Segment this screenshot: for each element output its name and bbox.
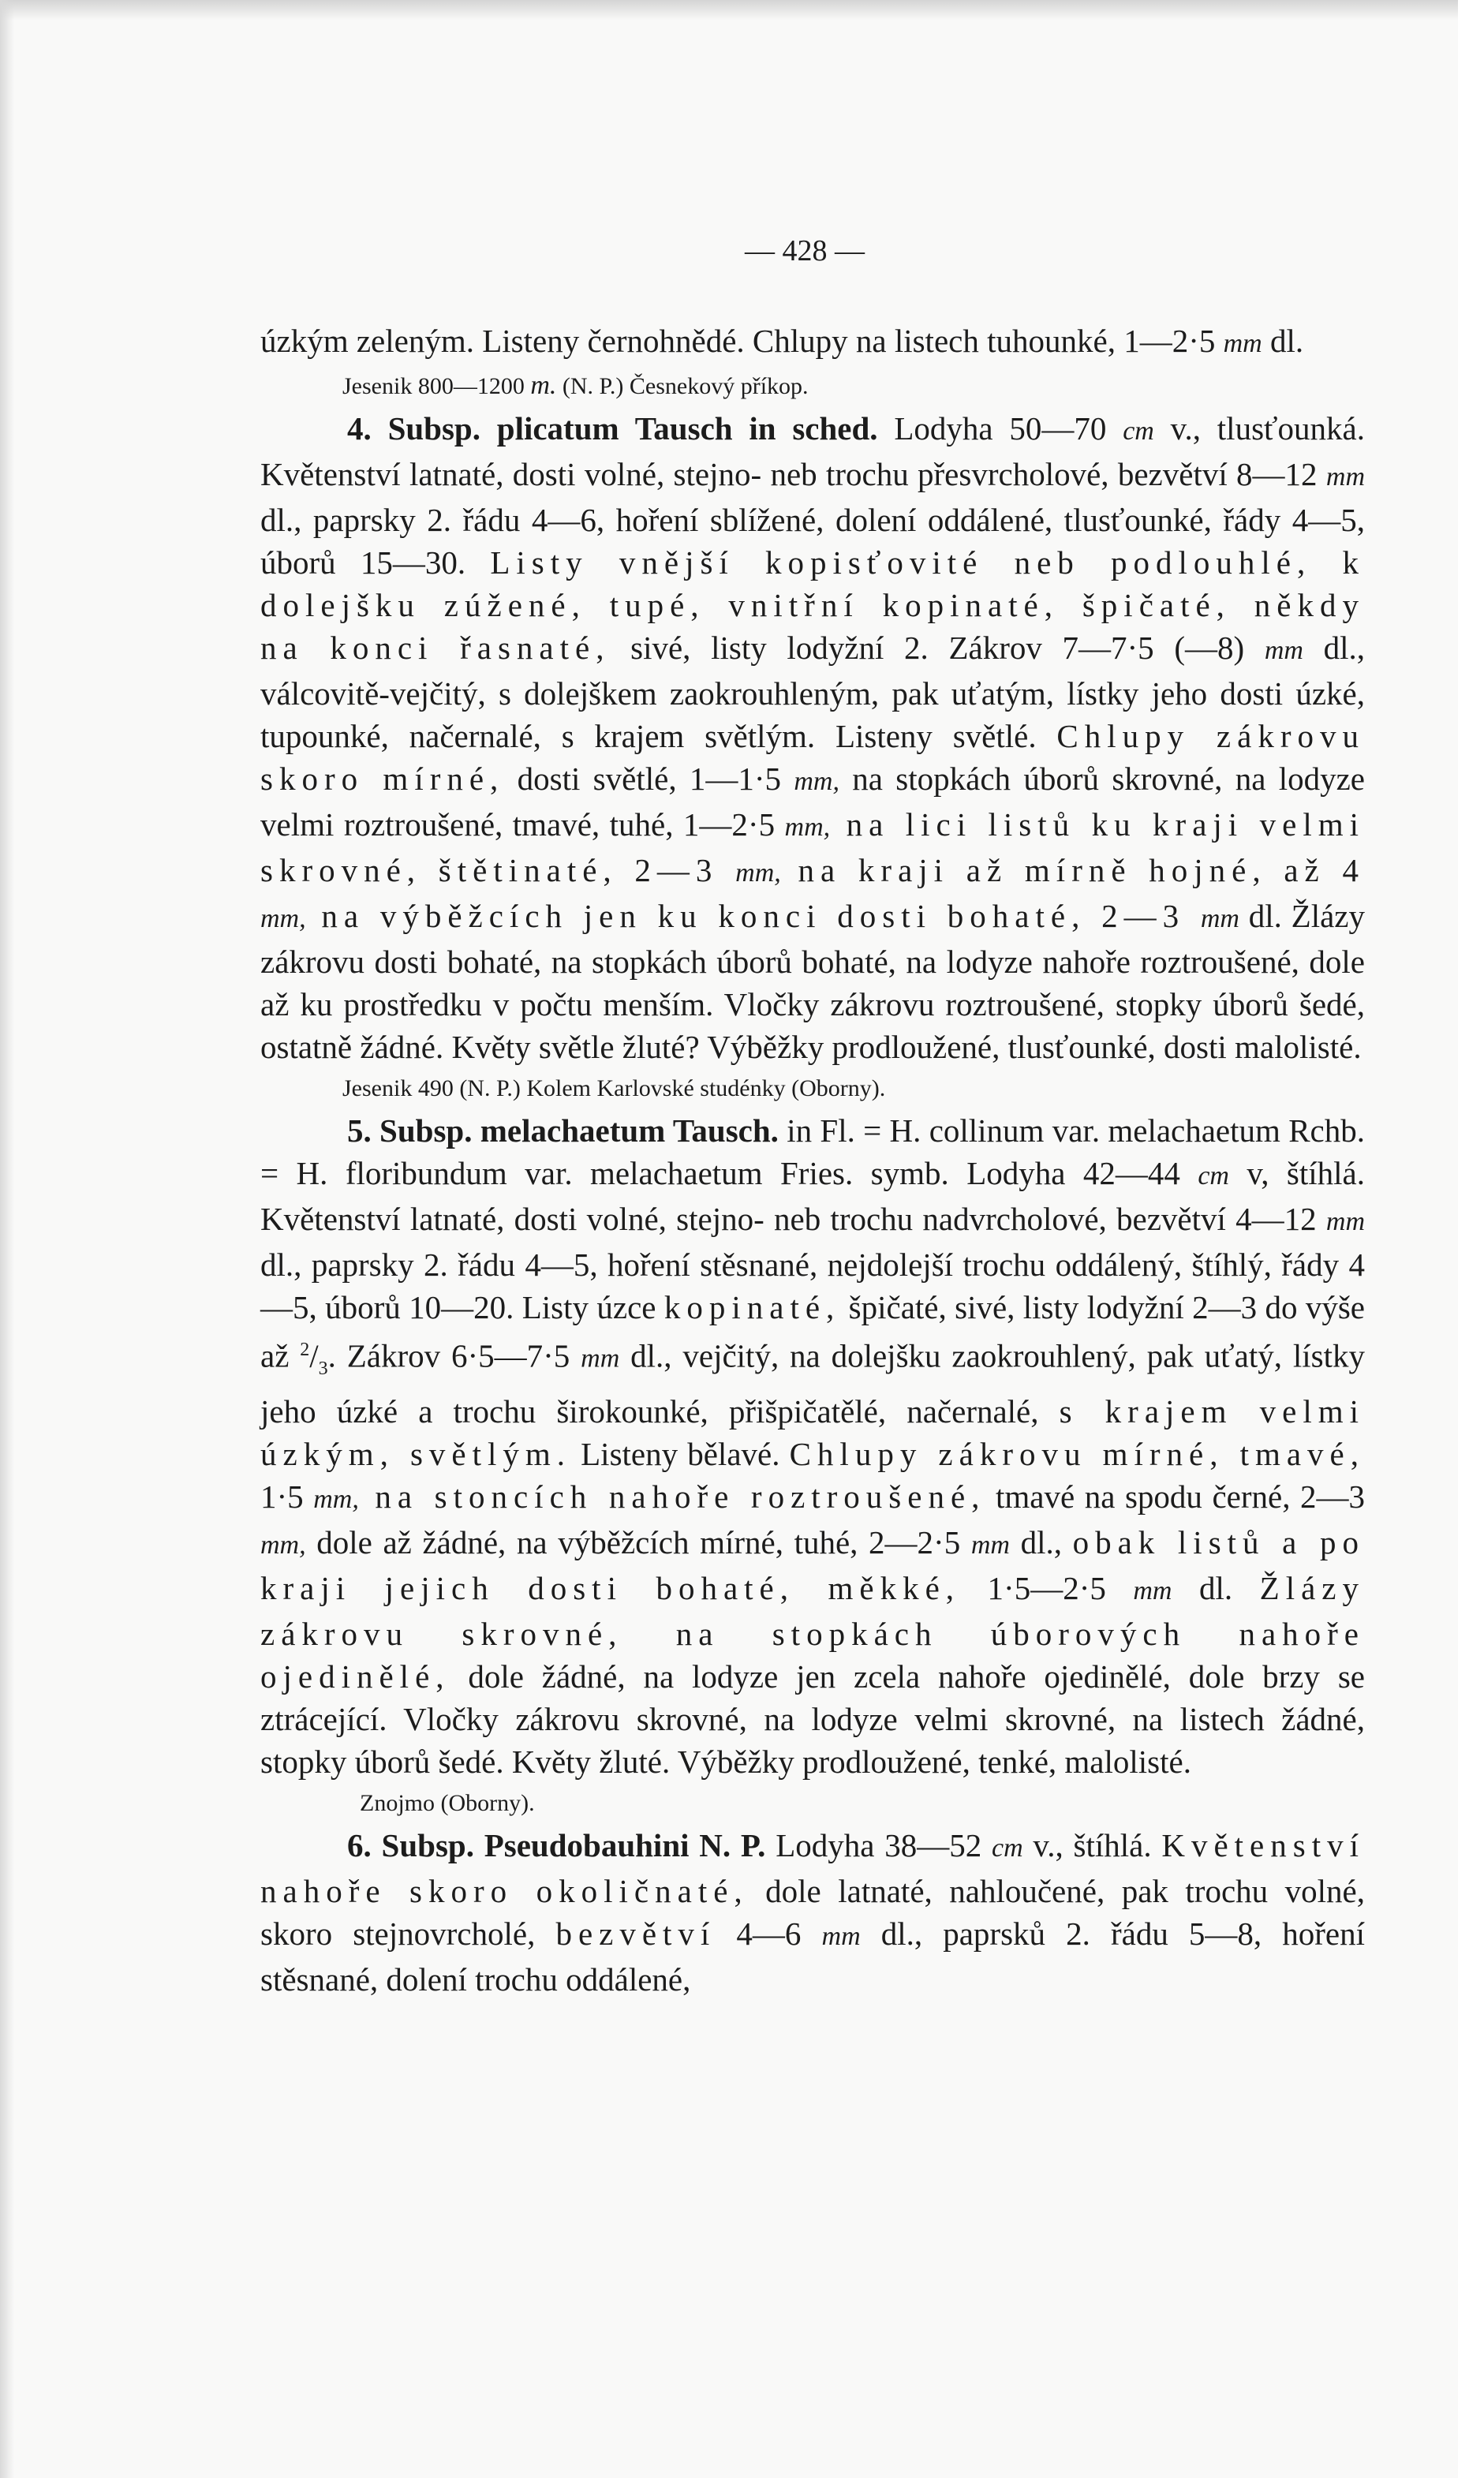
unit: cm [1198, 1161, 1229, 1190]
text-run: Listeny bělavé. [571, 1435, 790, 1472]
text-run: úzkým zeleným. Listeny černohnědé. Chlupy na listech tuhounké, 1—2·5 [260, 323, 1224, 359]
text-run: 1·5—2·5 [960, 1569, 1134, 1606]
subspecies-4 [260, 407, 1365, 1068]
unit: mm [1325, 462, 1365, 491]
scan-left-shadow [0, 0, 14, 2478]
text-run: na stopkách úborů skrovné, na lodyze velmi roztroušené, tmavé, tuhé, 1—2·5 [260, 761, 1365, 843]
unit: mm, [735, 858, 781, 888]
unit: mm [1223, 329, 1262, 358]
unit: mm [581, 1344, 620, 1374]
text-run: dole až žádné, na výběžcích mírné, tuhé, 2—2·5 [305, 1523, 971, 1560]
text-run: v, štíhlá. Květenství latnaté, dosti volné, stejno- neb trochu nadvrcholové, bezvětví 4—12 [260, 1155, 1365, 1237]
fraction-denominator: 3 [318, 1358, 328, 1379]
unit: cm [991, 1833, 1023, 1863]
text-run: Lodyha 50—70 [877, 410, 1123, 447]
text-run: dl., vejčitý, na dolejšku zaokrouhlený, pak uťatý, lístky jeho úzké a trochu širokounké, přišpičatělé, načernalé, [260, 1337, 1365, 1430]
unit: mm, [260, 904, 306, 933]
text-run: tmavé na spodu černé, 2—3 [985, 1478, 1366, 1515]
spaced-text: obak listů a po kraji jejich dosti bohaté, měkké, [260, 1523, 1365, 1606]
text-run: dl. [1172, 1569, 1260, 1606]
scan-top-shadow [0, 0, 1458, 21]
subspecies-5: 5. Subsp. melachaetum Tausch. in Fl. = H. collinum var. melachaetum Rchb. = H. floribundum var. melachaetum Fries. symb. Lodyha 42—44 cm v, štíhlá. Květenství latnaté, dosti volné, stejno- neb trochu nadvrcholové, bezvětví 4—12 mm dl., paprsky 2. řádu 4—5, hoření stěsnané, nejdolejší trochu oddálený, štíhlý, řády 4—5, úborů 10—20. Listy úzce kopinaté, špičaté, sivé, listy lodyžní 2—3 do výše až $^2/_3$. Zákrov 6·5—7·5 mm dl., vejčitý, na dolejšku zaokrouhlený, pak uťatý, lístky jeho úzké a trochu širokounké, přišpičatělé, načernalé, s krajem velmi úzkým, světlým. Listeny bělavé. Chlupy zákrovu mírné, tmavé, 1·5 mm, na stoncích nahoře roztroušené, tmavé na spodu černé, 2—3 mm, dole až žádné, na výběžcích mírné, tuhé, 2—2·5 mm dl., obak listů a po kraji jejich dosti bohaté, měkké, 1·5—2·5 mm dl. Žlázy zákrovu skrovné, na stopkách úborových nahoře ojedinělé, dole žádné, na lodyze jen zcela nahoře ojedinělé, dole brzy se ztrácející. Vločky zákrovu skrovné, na lodyze velmi skrovné, na listech žádné, stopky úborů šedé. Květy žluté. Výběžky prodloužené, tenké, malolisté. [260, 1112, 1366, 1780]
unit: m. [530, 371, 557, 400]
unit: mm, [260, 1530, 306, 1560]
spaced-text: kopinaté, [664, 1289, 841, 1325]
text-run: dl. [1262, 323, 1304, 359]
text-run: dole žádné, na lodyze jen zcela nahoře ojedinělé, dole brzy se ztrácející. Vločky zákrovu skrovné, na lodyze velmi skrovné, na listech žádné, stopky úborů šedé. Květy žluté. Výběžky prodloužené, tenké, malolisté. [260, 1658, 1365, 1780]
unit: mm [1200, 904, 1239, 933]
unit: mm, [784, 813, 831, 842]
spaced-text: Květenství nahoře skoro okoličnaté, [260, 1826, 1365, 1909]
spaced-text: na lici listů ku kraji velmi skrovné, štětinaté, 2—3 [260, 806, 1365, 888]
text-run: dosti světlé, 1—1·5 [504, 761, 794, 797]
spaced-text: Chlupy zákrovu skoro mírné, [260, 718, 1365, 797]
subspecies-title: Subsp. Pseudobauhini N. P. [381, 1826, 766, 1863]
text-run: dl., paprsky 2. řádu 4—5, hoření stěsnané, nejdolejší trochu oddálený, štíhlý, řády 4—5, úborů 10—20. Listy úzce [260, 1246, 1365, 1325]
text-run: in Fl. = H. collinum var. melachaetum Rchb. = H. floribundum var. melachaetum Fries. symb. Lodyha 42—44 [260, 1112, 1365, 1191]
subspecies-number: 4. [347, 410, 372, 447]
page-body [260, 320, 1365, 2001]
subspecies-number: 6. [347, 1826, 372, 1863]
unit: mm [970, 1530, 1010, 1560]
text-run: 1·5 [260, 1478, 314, 1515]
locality-note [342, 365, 1365, 407]
text-run: 4—6 [716, 1915, 822, 1952]
text-run: špičaté, sivé, listy lodyžní 2—3 do výše až [260, 1289, 1365, 1374]
text-run: dole latnaté, nahloučené, pak trochu volné, skoro stejnovrcholé, [260, 1872, 1365, 1952]
text-run: dl. Žlázy zákrovu dosti bohaté, na stopkách úborů bohaté, na lodyze nahoře roztroušené, dole až ku prostředku v počtu menším. Vločky zákrovu roztroušené, stopky úborů šedé, ostatně žádné. Květy světle žluté? Výběžky prodloužené, tlusťounké, dosti malolisté. [260, 898, 1365, 1065]
text-run: dl., paprsků 2. řádu 5—8, hoření stěsnané, dolení trochu oddálené, [260, 1915, 1366, 1998]
text-run: v., tlusťounká. Květenství latnaté, dosti volné, stejno- neb trochu přesvrcholové, bezvětví 8—12 [260, 410, 1365, 492]
text-run: . Zákrov 6·5—7·5 [327, 1337, 581, 1374]
subspecies-title: Subsp. melachaetum Tausch. [379, 1112, 779, 1149]
text-run: sivé, listy lodyžní 2. Zákrov 7—7·5 (—8) [610, 630, 1265, 666]
unit: cm [1123, 417, 1154, 446]
locality-note: Jesenik 490 (N. P.) Kolem Karlovské studénky (Oborny). [342, 1075, 886, 1101]
spaced-text: Chlupy zákrovu mírné, tmavé, [789, 1435, 1365, 1472]
text-run: (N. P.) Česnekový příkop. [556, 373, 809, 399]
unit: mm [1325, 1207, 1365, 1236]
spaced-text: bezvětví [555, 1915, 716, 1952]
unit: mm, [794, 767, 839, 796]
spaced-text: na stoncích nahoře roztroušené, [358, 1478, 986, 1515]
spaced-text: na výběžcích jen ku konci dosti bohaté, 2—3 [305, 898, 1201, 934]
unit: mm [1264, 636, 1303, 665]
spaced-text: na kraji až mírně hojné, až 4 [780, 852, 1365, 888]
subspecies-6 [260, 1824, 1365, 2001]
subspecies-number: 5. [347, 1112, 372, 1149]
text-run: Jesenik 800—1200 [342, 373, 531, 399]
paragraph-continuation [260, 320, 1365, 365]
text-run: dl., paprsky 2. řádu 4—6, hoření sblížené, dolení oddálené, tlusťounké, řády 4—5, úborů 15—30. [260, 502, 1365, 581]
spaced-text: Listy vnější kopisťovité neb podlouhlé, k dolejšku zúžené, tupé, vnitřní kopinaté, špičaté, někdy na konci řasnaté, [260, 544, 1365, 666]
text-run: dl., válcovitě-vejčitý, s dolejškem zaokrouhleným, pak uťatým, lístky jeho dosti úzké, tupounké, načernalé, s krajem světlým. Listeny světlé. [260, 630, 1365, 754]
text-run: dl., [1009, 1523, 1073, 1560]
text-run: Lodyha 38—52 [765, 1826, 992, 1863]
subspecies-title: Subsp. plicatum Tausch in sched. [387, 410, 878, 447]
spaced-text: s krajem velmi úzkým, světlým. [260, 1392, 1365, 1472]
unit: mm, [313, 1484, 359, 1514]
page-number: — 428 — [745, 234, 865, 267]
locality-note: Znojmo (Oborny). [360, 1789, 535, 1816]
fraction-numerator: 2 [300, 1340, 310, 1360]
text-run: v., štíhlá. [1022, 1826, 1162, 1863]
unit: mm [821, 1921, 861, 1951]
page-edge [1458, 0, 1484, 2478]
spaced-text: Žlázy zákrovu skrovné, na stopkách úborových nahoře ojedinělé, [260, 1569, 1365, 1695]
unit: mm [1133, 1575, 1172, 1605]
